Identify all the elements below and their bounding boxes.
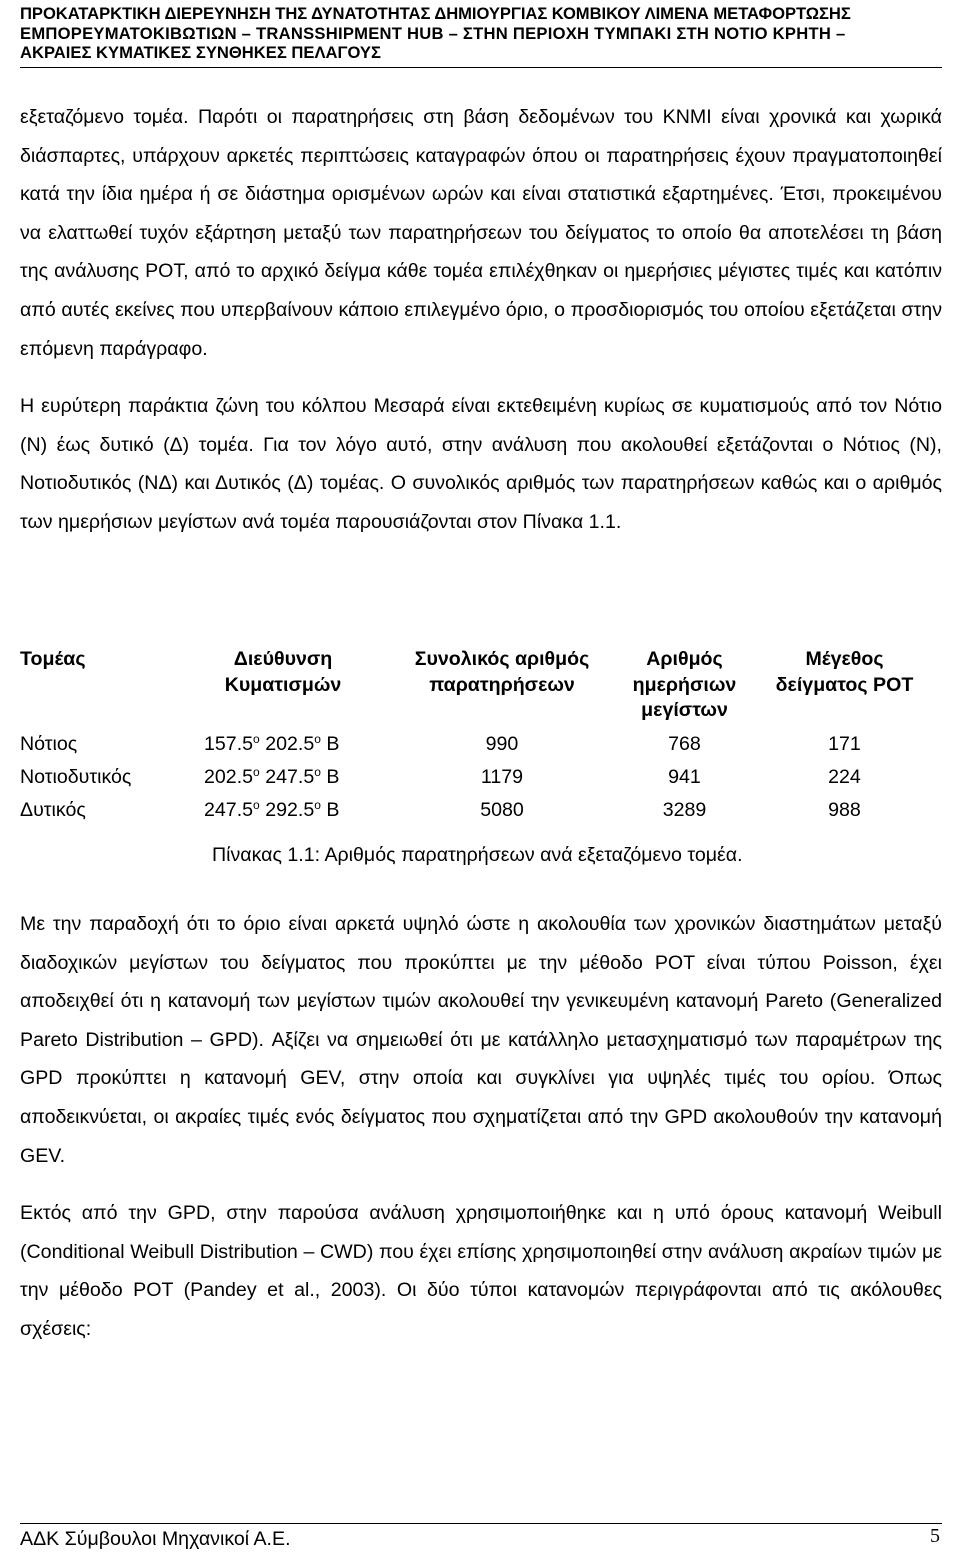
pot-cell: 171 <box>828 732 861 755</box>
total-cell: 1179 <box>480 765 524 788</box>
footer-company: ΑΔΚ Σύμβουλοι Μηχανικοί Α.Ε. <box>20 1528 291 1550</box>
column-header-direction: Διεύθυνση Κυματισμών <box>224 648 342 696</box>
pot-cell: 988 <box>828 798 861 821</box>
daily-max-cell: 941 <box>668 765 701 788</box>
document-header <box>20 4 945 63</box>
header-line-3: ΑΚΡΑΙΕΣ ΚΥΜΑΤΙΚΕΣ ΣΥΝΘΗΚΕΣ ΠΕΛΑΓΟΥΣ <box>20 43 381 62</box>
pot-cell: 224 <box>828 765 861 788</box>
table-header-row <box>20 643 922 728</box>
column-header-sector: Τομέας <box>20 648 86 670</box>
daily-max-cell: 768 <box>668 732 701 755</box>
total-cell: 990 <box>485 732 519 755</box>
total-cell: 5080 <box>480 798 524 821</box>
column-header-daily-max: Αριθμός ημερήσιων μεγίστων <box>632 648 737 721</box>
table-caption: Πίνακας 1.1: Αριθμός παρατηρήσεων ανά εξεταζόμενο τομέα. <box>212 844 743 866</box>
body-text-bottom <box>20 905 942 1349</box>
page-number: 5 <box>930 1525 940 1547</box>
header-rule <box>20 67 942 68</box>
direction-cell: $157.5^o$ $202.5^o$ Β <box>204 731 340 755</box>
direction-cell: $247.5^o$ $292.5^o$ Β <box>204 797 340 821</box>
sector-cell: Νοτιοδυτικός <box>20 765 132 788</box>
footer-rule <box>20 1523 942 1524</box>
column-header-total: Συνολικός αριθμός παρατηρήσεων <box>414 648 590 696</box>
paragraph: εξεταζόμενο τομέα. Παρότι οι παρατηρήσεις στη βάση δεδομένων του KNMI είναι χρονικά και χωρικά διάσπαρτες, υπάρχουν αρκετές περιπτώσεις καταγραφών όπου οι παρατηρήσεις έχουν πραγματοποιηθεί κατά την ίδια ημέρα ή σε διάστημα ορισμένων ωρών και είναι στατιστικά εξαρτημένες. Έτσι, προκειμένου να ελαττωθεί τυχόν εξάρτηση μεταξύ των παρατηρήσεων του δείγματος το οποίο θα αποτελέσει τη βάση της ανάλυσης POT, από το αρχικό δείγμα κάθε τομέα επιλέχθηκαν οι ημερήσιες μέγιστες τιμές και κατόπιν από αυτές εκείνες που υπερβαίνουν κάποιο επιλεγμένο όριο, ο προσδιορισμός του οποίου εξετάζεται στην επόμενη παράγραφο. <box>20 106 942 360</box>
sector-cell: Δυτικός <box>20 798 86 821</box>
direction-cell: $202.5^o$ $247.5^o$ Β <box>204 764 340 788</box>
table-row <box>20 761 922 794</box>
column-header-pot: Μέγεθος δείγματος POT <box>775 648 914 696</box>
table-row <box>20 794 922 827</box>
paragraph: Με την παραδοχή ότι το όριο είναι αρκετά υψηλό ώστε η ακολουθία των χρονικών διαστημάτων μεταξύ διαδοχικών μεγίστων του δείγματος που προκύπτει με την μέθοδο POT είναι τύπου Poisson, έχει αποδειχθεί ότι η κατανομή των μεγίστων τιμών ακολουθεί την γενικευμένη κατανομή Pareto (Generalized Pareto Distribution – GPD). Αξίζει να σημειωθεί ότι με κατάλληλο μετασχηματισμό των παραμέτρων της GPD προκύπτει η κατανομή GEV, στην οποία και συγκλίνει για υψηλές τιμές του ορίου. Όπως αποδεικνύεται, οι ακραίες τιμές ενός δείγματος που σχηματίζεται από την GPD ακολουθούν την κατανομή GEV. <box>20 913 942 1167</box>
body-text-top <box>20 98 942 542</box>
paragraph: Εκτός από την GPD, στην παρούσα ανάλυση χρησιμοποιήθηκε και η υπό όρους κατανομή Weibull (Conditional Weibull Distribution – CWD) που έχει επίσης χρησιμοποιηθεί στην ανάλυση ακραίων τιμών με την μέθοδο POT (Pandey et al., 2003). Οι δύο τύποι κατανομών περιγράφονται από τις ακόλουθες σχέσεις: <box>20 1202 942 1340</box>
table-row <box>20 728 922 761</box>
header-line-2: ΕΜΠΟΡΕΥΜΑΤΟΚΙΒΩΤΙΩΝ – TRANSSHIPMENT HUB – ΣΤΗΝ ΠΕΡΙΟΧΗ ΤΥΜΠΑΚΙ ΣΤΗ ΝΟΤΙΟ ΚΡΗΤΗ – <box>20 23 846 43</box>
paragraph: Η ευρύτερη παράκτια ζώνη του κόλπου Μεσαρά είναι εκτεθειμένη κυρίως σε κυματισμούς από τον Νότιο (Ν) έως δυτικό (Δ) τομέα. Για τον λόγο αυτό, στην ανάλυση που ακολουθεί εξετάζονται ο Νότιος (Ν), Νοτιοδυτικός (ΝΔ) και Δυτικός (Δ) τομέας. Ο συνολικός αριθμός των παρατηρήσεων καθώς και ο αριθμός των ημερήσιων μεγίστων ανά τομέα παρουσιάζονται στον Πίνακα 1.1. <box>20 395 942 533</box>
header-line-1: ΠΡΟΚΑΤΑΡΚΤΙΚΗ ΔΙΕΡΕΥΝΗΣΗ ΤΗΣ ΔΥΝΑΤΟΤΗΤΑΣ ΔΗΜΙΟΥΡΓΙΑΣ ΚΟΜΒΙΚΟΥ ΛΙΜΕΝΑ ΜΕΤΑΦΟΡΤΩΣΗΣ <box>20 4 851 23</box>
sector-cell: Νότιος <box>20 732 78 755</box>
daily-max-cell: 3289 <box>662 798 707 821</box>
observations-table <box>20 643 922 827</box>
